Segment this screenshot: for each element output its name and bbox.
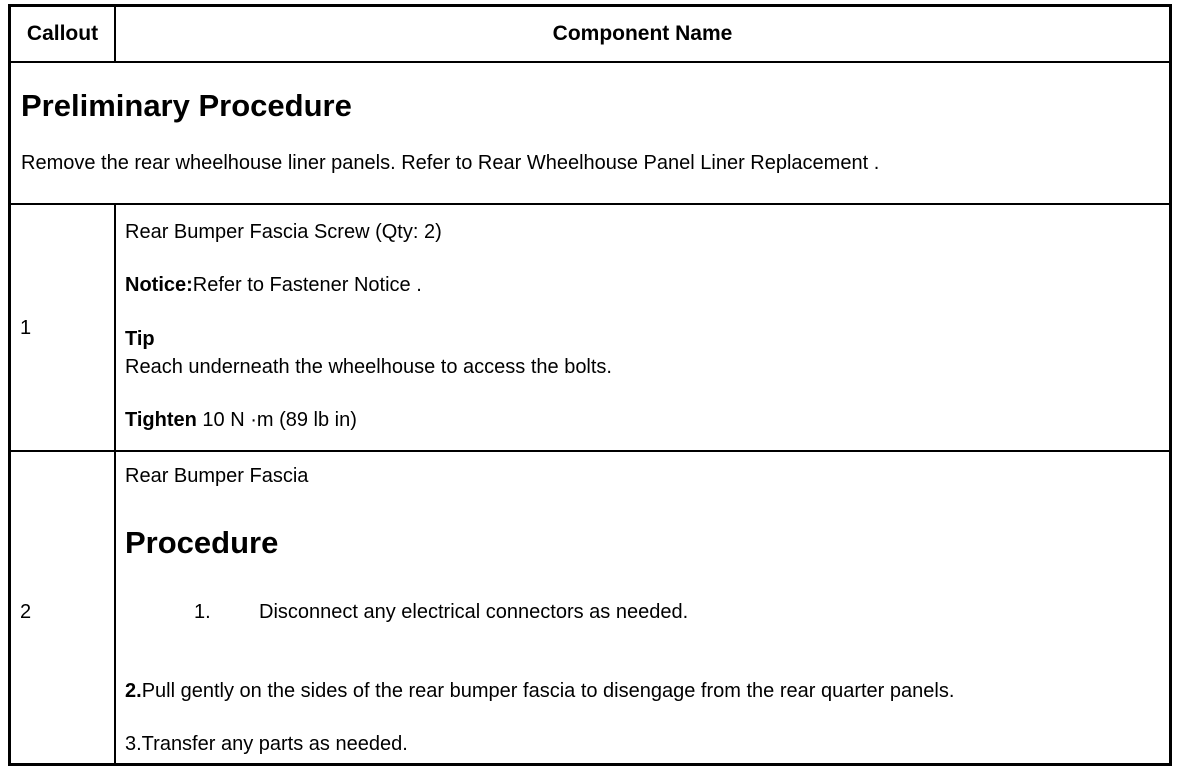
component-name: Rear Bumper Fascia Screw (Qty: 2)	[125, 221, 442, 243]
callout-cell	[11, 452, 116, 763]
header-component-name: Component Name	[552, 22, 733, 45]
table-header-row	[11, 7, 1169, 63]
table-row	[11, 205, 1169, 452]
notice-text: Refer to Fastener Notice .	[192, 274, 422, 296]
callout-number: 1	[20, 317, 32, 339]
callout-cell	[11, 205, 116, 450]
table-row	[11, 452, 1169, 763]
component-table	[8, 4, 1172, 766]
notice-label: Notice:	[125, 274, 193, 296]
notice-line	[125, 274, 422, 297]
tip-text: Reach underneath the wheelhouse to access the bolts.	[125, 356, 612, 378]
component-name: Rear Bumper Fascia	[125, 465, 309, 487]
step-2-text: Pull gently on the sides of the rear bumper fascia to disengage from the rear quarter panels.	[141, 680, 955, 702]
step-1-number: 1.	[194, 601, 211, 623]
step-2-line	[125, 680, 954, 703]
step-3-text: 3.Transfer any parts as needed.	[125, 733, 408, 755]
preliminary-procedure-title: Preliminary Procedure	[21, 88, 352, 123]
step-1-text: Disconnect any electrical connectors as needed.	[259, 601, 689, 623]
preliminary-procedure-text: Remove the rear wheelhouse liner panels. Refer to Rear Wheelhouse Panel Liner Replacement .	[21, 152, 880, 174]
preliminary-procedure-row	[11, 63, 1169, 205]
tip-label: Tip	[125, 328, 155, 350]
step-2-number: 2.	[125, 680, 142, 702]
header-callout: Callout	[11, 7, 116, 61]
tighten-line	[125, 409, 357, 432]
tighten-label: Tighten	[125, 409, 197, 431]
procedure-title: Procedure	[125, 525, 279, 560]
callout-number: 2	[20, 601, 32, 623]
tighten-text: 10 N ·m (89 lb in)	[196, 409, 357, 431]
